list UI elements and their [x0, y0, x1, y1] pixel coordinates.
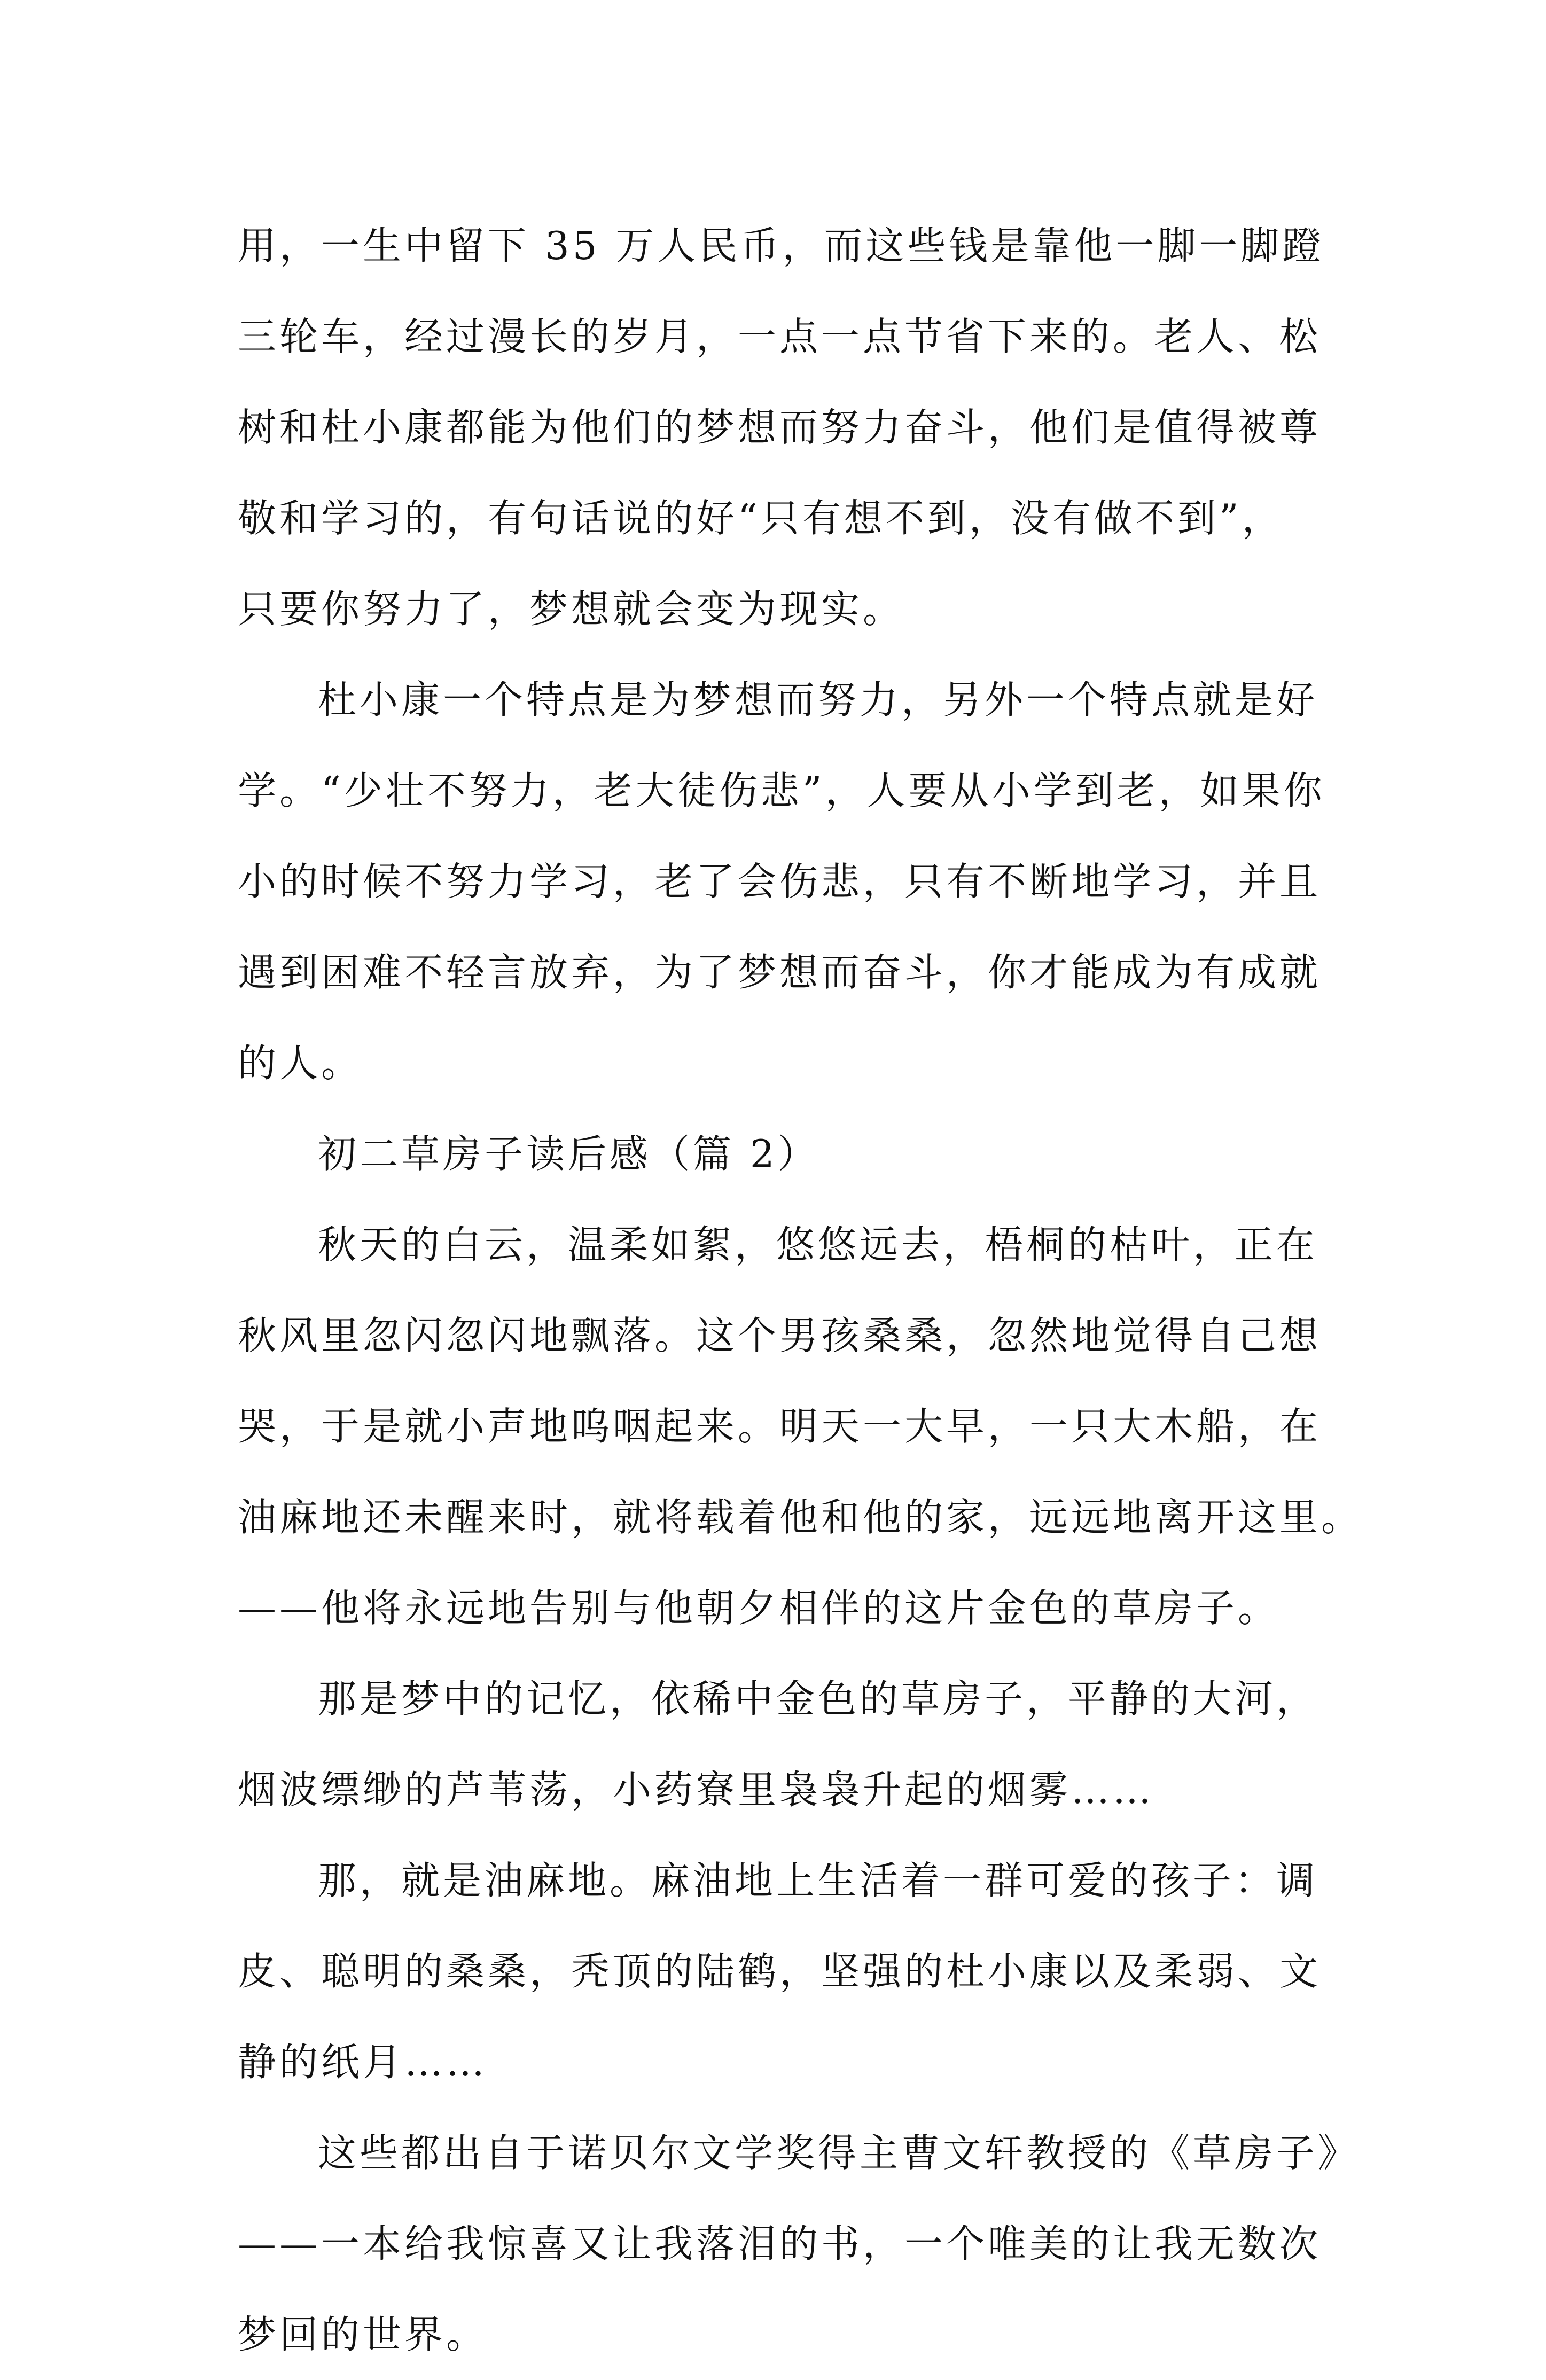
text-line: 用，一生中留下 35 万人民币，而这些钱是靠他一脚一脚蹬 — [238, 223, 1324, 268]
text-line: 秋天的白云，温柔如絮，悠悠远去，梧桐的枯叶，正在 — [318, 1222, 1318, 1267]
text-line: 只要你努力了，梦想就会变为现实。 — [238, 587, 905, 631]
text-line: 这些都出自于诺贝尔文学奖得主曹文轩教授的《草房子》 — [318, 2131, 1360, 2175]
text-line: 皮、聪明的桑桑，秃顶的陆鹤，坚强的杜小康以及柔弱、文 — [238, 1949, 1322, 1994]
text-line: 油麻地还未醒来时，就将载着他和他的家，远远地离开这里。 — [238, 1495, 1363, 1540]
text-line: 梦回的世界。 — [238, 2312, 488, 2357]
document-body — [238, 200, 1363, 2380]
text-line: 树和杜小康都能为他们的梦想而努力奋斗，他们是值得被尊 — [238, 405, 1322, 450]
text-line: 三轮车，经过漫长的岁月，一点一点节省下来的。老人、松 — [238, 314, 1322, 359]
text-line: ——他将永远地告别与他朝夕相伴的这片金色的草房子。 — [238, 1586, 1280, 1630]
text-line: ——一本给我惊喜又让我落泪的书，一个唯美的让我无数次 — [238, 2221, 1322, 2266]
text-line: 遇到困难不轻言放弃，为了梦想而奋斗，你才能成为有成就 — [238, 950, 1322, 995]
text-line: 敬和学习的，有句话说的好“只有想不到，没有做不到”， — [238, 496, 1284, 541]
text-line: 初二草房子读后感（篇 2） — [318, 1132, 819, 1176]
text-line: 哭，于是就小声地呜咽起来。明天一大早，一只大木船，在 — [238, 1404, 1322, 1449]
text-line: 秋风里忽闪忽闪地飘落。这个男孩桑桑，忽然地觉得自己想 — [238, 1313, 1322, 1358]
text-line: 烟波缥缈的芦苇荡，小药寮里袅袅升起的烟雾…… — [238, 1767, 1155, 1812]
text-line: 杜小康一个特点是为梦想而努力，另外一个特点就是好 — [318, 677, 1318, 722]
text-line: 的人。 — [238, 1041, 363, 1086]
text-line: 小的时候不努力学习，老了会伤悲，只有不断地学习，并且 — [238, 859, 1322, 904]
text-line: 那是梦中的记忆，依稀中金色的草房子，平静的大河， — [318, 1676, 1318, 1721]
text-line: 那，就是油麻地。麻油地上生活着一群可爱的孩子：调 — [318, 1858, 1318, 1903]
text-line: 学。“少壮不努力，老大徒伤悲”，人要从小学到老，如果你 — [238, 768, 1325, 813]
text-line: 静的纸月…… — [238, 2040, 488, 2085]
